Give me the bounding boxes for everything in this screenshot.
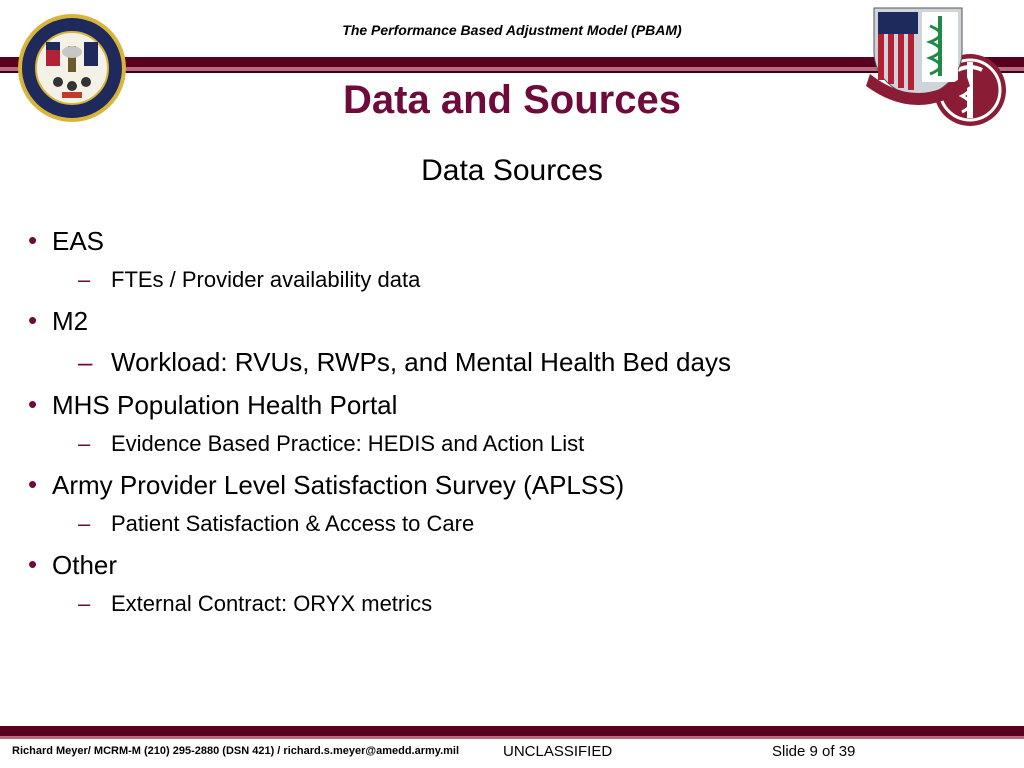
sub-bullet-label: Workload: RVUs, RWPs, and Mental Health Bed days bbox=[111, 347, 731, 377]
bullet-label: EAS bbox=[52, 226, 105, 256]
sub-bullet-item bbox=[24, 586, 984, 622]
bullet-list bbox=[24, 222, 984, 626]
bullet-label: Other bbox=[52, 550, 118, 580]
bullet-dot-icon: • bbox=[28, 469, 38, 499]
footer-band-light bbox=[0, 736, 1024, 739]
bullet-item bbox=[24, 546, 984, 584]
bullet-dot-icon: • bbox=[28, 389, 38, 419]
sub-bullet-item bbox=[24, 426, 984, 462]
dash-icon: – bbox=[78, 267, 91, 292]
sub-bullet-label: Patient Satisfaction & Access to Care bbox=[111, 511, 475, 536]
bullet-label: M2 bbox=[52, 306, 89, 336]
sub-bullet-label: FTEs / Provider availability data bbox=[111, 267, 421, 292]
bullet-item bbox=[24, 302, 984, 340]
footer-slide-counter: Slide 9 of 39 bbox=[772, 743, 856, 760]
slide-title: Data and Sources bbox=[343, 78, 681, 122]
dash-icon: – bbox=[78, 591, 91, 616]
dash-icon: – bbox=[78, 431, 91, 456]
sub-bullet-item bbox=[24, 262, 984, 298]
dash-icon: – bbox=[78, 511, 91, 536]
footer-classification: UNCLASSIFIED bbox=[503, 743, 613, 760]
footer-contact: Richard Meyer/ MCRM-M (210) 295-2880 (DSN 421) / richard.s.meyer@amedd.army.mil bbox=[12, 745, 460, 757]
sub-bullet-item bbox=[24, 342, 984, 382]
sub-bullet-label: External Contract: ORYX metrics bbox=[111, 591, 433, 616]
slide-subtitle: Data Sources bbox=[421, 154, 603, 187]
bullet-label: MHS Population Health Portal bbox=[52, 390, 398, 420]
bullet-item bbox=[24, 222, 984, 260]
bullet-item bbox=[24, 386, 984, 424]
bullet-dot-icon: • bbox=[28, 549, 38, 579]
bullet-label: Army Provider Level Satisfaction Survey (APLSS) bbox=[52, 470, 625, 500]
presentation-header-title: The Performance Based Adjustment Model (PBAM) bbox=[342, 22, 682, 38]
sub-bullet-item bbox=[24, 506, 984, 542]
bullet-dot-icon: • bbox=[28, 225, 38, 255]
footer-band-dark bbox=[0, 726, 1024, 736]
bullet-item bbox=[24, 466, 984, 504]
sub-bullet-label: Evidence Based Practice: HEDIS and Action List bbox=[111, 431, 585, 456]
bullet-dot-icon: • bbox=[28, 305, 38, 335]
dash-icon: – bbox=[78, 347, 93, 377]
